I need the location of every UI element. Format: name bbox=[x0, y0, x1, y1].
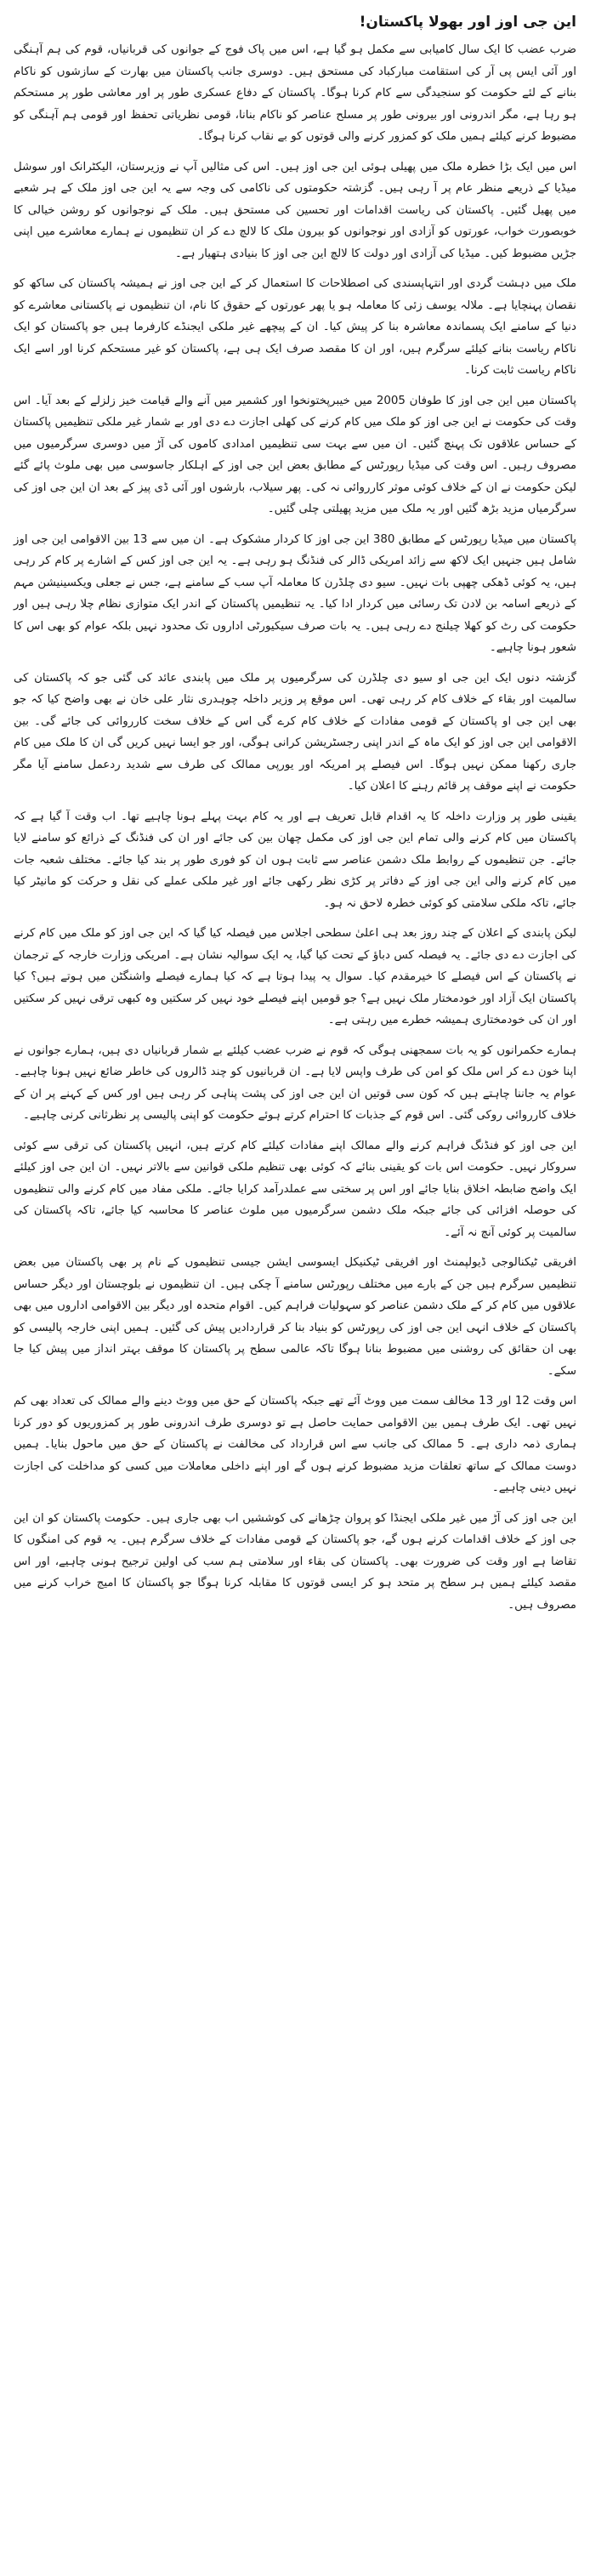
paragraph: ضرب عضب کا ایک سال کامیابی سے مکمل ہو گیا ہے، اس میں پاک فوج کے جوانوں کی قربانیاں، قوم کی ہم آہنگی اور آئی ایس پی آر کی استقامت مبارکباد کی مستحق ہیں۔ دوسری جانب پاکستان میں بھارت کے سازشوں کو ناکام بنانے کے لئے حکومت کو سنجیدگی سے کام کرنا ہوگا۔ پاکستان کے دفاع عسکری طور پر اور معاشی طور پر مستحکم ہو رہا ہے، مگر اندرونی اور بیرونی طور پر مسلح عناصر کو ناکام بنانا، قومی نظریاتی تحفظ اور قومی ہم آہنگی کو مضبوط کرنے کیلئے ہمیں ملک کو کمزور کرنے والی قوتوں کو بے نقاب کرنا ہوگا۔ bbox=[14, 43, 576, 143]
paragraph: اس میں ایک بڑا خطرہ ملک میں پھیلی ہوئی این جی اوز ہیں۔ اس کی مثالیں آپ نے وزیرستان، الیکٹرانک اور سوشل میڈیا کے ذریعے منظر عام پر آ رہی ہیں۔ گزشتہ حکومتوں کی ناکامی کی وجہ سے یہ این جی اوز ملک کے ہر شعبے میں پھیل گئیں۔ پاکستان کی ریاست اقدامات اور تحسین کی مستحق ہیں۔ ملک کے نوجوانوں کو روشن خیالی کا خوبصورت خواب، عورتوں کو آزادی اور نوجوانوں کو بیرون ملک کا لالچ دے کر ان تنظیموں نے ہمارے معاشرے میں اپنی جڑیں مضبوط کیں۔ میڈیا کی آزادی اور دولت کا لالچ این جی اوز کا بنیادی ہتھیار ہے۔ bbox=[14, 160, 576, 260]
paragraph: اس وقت 12 اور 13 مخالف سمت میں ووٹ آئے تھے جبکہ پاکستان کے حق میں ووٹ دینے والے ممالک کی تعداد بھی کم نہیں تھی۔ ایک طرف ہمیں بین الاقوامی حمایت حاصل ہے تو دوسری طرف اندرونی طور پر کمزوریوں کو دور کرنا ہماری ذمہ داری ہے۔ 5 ممالک کی جانب سے اس قرارداد کی مخالفت نے پاکستان کے حق میں ماحول بنایا۔ ہمیں دوست ممالک کے ساتھ تعلقات مزید مضبوط کرنے ہوں گے اور اپنے داخلی معاملات میں کسی کو مداخلت کی اجازت نہیں دینی چاہیے۔ bbox=[14, 1395, 576, 1494]
paragraph: پاکستان میں این جی اوز کا طوفان 2005 میں خیبرپختونخوا اور کشمیر میں آنے والے قیامت خیز زلزلے کے بعد آیا۔ اس وقت کی حکومت نے این جی اوز کو ملک میں کام کرنے کی کھلی اجازت دے دی اور بے شمار غیر ملکی تنظیمیں پاکستان کے حساس علاقوں تک پہنچ گئیں۔ ان میں سے بہت سی تنظیمیں امدادی کاموں کی آڑ میں دوسری سرگرمیوں میں مصروف رہیں۔ اس وقت کی میڈیا رپورٹس کے مطابق بعض این جی اوز کے اہلکار جاسوسی میں بھی ملوث پائے گئے لیکن حکومت نے ان کے خلاف کوئی موثر کارروائی نہ کی۔ پھر سیلاب، بارشوں اور آئی ڈی پیز کے بعد ان این جی اوز کی سرگرمیاں مزید بڑھ گئیں اور یہ ملک میں مزید پھیلتی چلی گئیں۔ bbox=[14, 394, 576, 515]
paragraph: این جی اوز کی آڑ میں غیر ملکی ایجنڈا کو پروان چڑھانے کی کوششیں اب بھی جاری ہیں۔ حکومت پاکستان کو ان این جی اوز کے خلاف اقدامات کرنے ہوں گے، جو پاکستان کے قومی مفادات کے خلاف سرگرم ہیں۔ یہ قوم کی امنگوں کا تقاضا ہے اور وقت کی ضرورت بھی۔ پاکستان کی بقاء اور سلامتی ہم سب کی اولین ترجیح ہونی چاہیے، اور اس مقصد کیلئے ہمیں ہر سطح پر متحد ہو کر ایسی قوتوں کا مقابلہ کرنا ہوگا جو پاکستان کا امیج خراب کرنے میں مصروف ہیں۔ bbox=[14, 1511, 576, 1612]
article-body bbox=[14, 39, 576, 1616]
paragraph: یقینی طور پر وزارت داخلہ کا یہ اقدام قابل تعریف ہے اور یہ کام بہت پہلے ہونا چاہیے تھا۔ اب وقت آ گیا ہے کہ پاکستان میں کام کرنے والی تمام این جی اوز کی مکمل چھان بین کی جائے اور ان کی فنڈنگ کے ذرائع کو سامنے لایا جائے۔ جن تنظیموں کے روابط ملک دشمن عناصر سے ثابت ہوں ان کو فوری طور پر بند کیا جائے۔ مختلف شعبہ جات میں کام کرنے والی این جی اوز کے دفاتر پر کڑی نظر رکھی جائے اور غیر ملکی عملے کی نقل و حرکت کو مانیٹر کیا جائے، تاکہ ملکی سلامتی کو کوئی خطرہ لاحق نہ ہو۔ bbox=[14, 810, 576, 910]
paragraph: لیکن پابندی کے اعلان کے چند روز بعد ہی اعلیٰ سطحی اجلاس میں فیصلہ کیا گیا کہ این جی اوز کو ملک میں کام کرنے کی اجازت دے دی جائے۔ یہ فیصلہ کس دباؤ کے تحت کیا گیا، یہ ایک سوالیہ نشان ہے۔ امریکی وزارت خارجہ کے ترجمان نے پاکستان کے اس فیصلے کا خیرمقدم کیا۔ سوال یہ پیدا ہوتا ہے کہ کیا ہمارے فیصلے واشنگٹن میں ہوتے ہیں؟ کیا پاکستان ایک آزاد اور خودمختار ملک نہیں ہے؟ جو قومیں اپنے فیصلے خود نہیں کر سکتیں وہ کبھی ترقی نہیں کر سکتیں اور ان کی خودمختاری ہمیشہ خطرے میں رہتی ہے۔ bbox=[14, 927, 576, 1026]
paragraph: افریقی ٹیکنالوجی ڈیولپمنٹ اور افریقی ٹیکنیکل ایسوسی ایشن جیسی تنظیموں کے نام پر بھی پاکستان میں بعض تنظیمیں سرگرم ہیں جن کے بارے میں مختلف رپورٹس سامنے آ چکی ہیں۔ ان تنظیموں نے بلوچستان اور دیگر حساس علاقوں میں کام کر کے ملک دشمن عناصر کو سہولیات فراہم کیں۔ اقوام متحدہ اور دیگر بین الاقوامی اداروں میں بھی پاکستان کے خلاف انہی این جی اوز کی رپورٹس کو بنیاد بنا کر قراردادیں پیش کی گئیں۔ ہمیں اپنی خارجہ پالیسی کو بھی ان حقائق کی روشنی میں مضبوط بنانا ہوگا تاکہ عالمی سطح پر پاکستان کا موقف بہتر انداز میں پیش کیا جا سکے۔ bbox=[14, 1256, 576, 1378]
paragraph: گزشتہ دنوں ایک این جی او سیو دی چلڈرن کی سرگرمیوں پر ملک میں پابندی عائد کی گئی جو کہ پاکستان کی سالمیت اور بقاء کے خلاف کام کر رہی تھی۔ اس موقع پر وزیر داخلہ چوہدری نثار علی خان نے بھی واضح کیا کہ جو بھی این جی او پاکستان کے قومی مفادات کے خلاف کام کرے گی اس کے خلاف سخت کارروائی کی جائے گی۔ بین الاقوامی این جی اوز کو ایک ماہ کے اندر اپنی رجسٹریشن کرانی ہوگی، اور جو ایسا نہیں کریں گی ان کا ملک میں کام جاری رکھنا ممکن نہیں ہوگا۔ اس فیصلے پر امریکہ اور یورپی ممالک کی طرف سے شدید ردعمل سامنے آیا مگر حکومت نے اپنے موقف پر قائم رہنے کا اعلان کیا۔ bbox=[14, 671, 576, 793]
paragraph: ملک میں دہشت گردی اور انتہاپسندی کی اصطلاحات کا استعمال کر کے این جی اوز نے ہمیشہ پاکستان کی ساکھ کو نقصان پہنچایا ہے۔ ملالہ یوسف زئی کا معاملہ ہو یا پھر عورتوں کے حقوق کا نام، ان تنظیموں نے پاکستانی معاشرے کو دنیا کے سامنے ایک پسماندہ معاشرہ بنا کر پیش کیا۔ ان کے پیچھے غیر ملکی ایجنڈے کارفرما ہیں جو پاکستان کو ایک ناکام ریاست بنانے کیلئے سرگرم ہیں، اور ان کا مقصد صرف ایک ہی ہے، پاکستان کو غیر مستحکم کرنا اور اسے ایک ناکام ریاست ثابت کرنا۔ bbox=[14, 277, 576, 377]
paragraph: ہمارے حکمرانوں کو یہ بات سمجھنی ہوگی کہ قوم نے ضرب عضب کیلئے بے شمار قربانیاں دی ہیں، ہمارے جوانوں نے اپنا خون دے کر اس ملک کو امن کی طرف واپس لایا ہے۔ ان قربانیوں کو چند ڈالروں کی خاطر ضائع نہیں ہونا چاہیے۔ عوام یہ جاننا چاہتے ہیں کہ کون سی قوتیں ان این جی اوز کی پشت پناہی کر رہی ہیں اور کس کے کہنے پر ان کے خلاف کارروائی روکی گئی۔ اس قوم کے جذبات کا احترام کرتے ہوئے حکومت کو اپنی پالیسی پر نظرثانی کرنی چاہیے۔ bbox=[14, 1043, 576, 1122]
paragraph: این جی اوز کو فنڈنگ فراہم کرنے والے ممالک اپنے مفادات کیلئے کام کرتے ہیں، انہیں پاکستان کی ترقی سے کوئی سروکار نہیں۔ حکومت اس بات کو یقینی بنائے کہ کوئی بھی تنظیم ملکی قوانین سے بالاتر نہیں۔ ان این جی اوز کیلئے ایک واضح ضابطہ اخلاق بنایا جائے اور اس پر سختی سے عملدرآمد کرایا جائے۔ ملکی مفاد میں کام کرنے والی تنظیموں کی حوصلہ افزائی کی جائے جبکہ ملک دشمن سرگرمیوں میں ملوث عناصر کا محاسبہ کیا جائے، تاکہ پاکستان کی سالمیت پر کوئی آنچ نہ آئے۔ bbox=[14, 1139, 576, 1239]
paragraph: پاکستان میں میڈیا رپورٹس کے مطابق 380 این جی اوز کا کردار مشکوک ہے۔ ان میں سے 13 بین الاقوامی این جی اوز شامل ہیں جنہیں ایک لاکھ سے زائد امریکی ڈالر کی فنڈنگ ہو رہی ہے۔ یہ این جی اوز کس کے اشارے پر کام کر رہی ہیں، یہ کوئی ڈھکی چھپی بات نہیں۔ سیو دی چلڈرن کا معاملہ آپ سب کے سامنے ہے، جس نے جعلی ویکسینیشن مہم کے ذریعے اسامہ بن لادن تک رسائی میں کردار ادا کیا۔ یہ تنظیمیں پاکستان کے اندر ایک متوازی نظام چلا رہی ہیں اور حکومت کی رٹ کو کھلا چیلنج دے رہی ہیں۔ یہ بات صرف سیکیورٹی اداروں تک محدود نہیں بلکہ عوام کو بھی اس کا شعور ہونا چاہیے۔ bbox=[14, 532, 577, 654]
article-title: این جی اوز اور بھولا پاکستان! bbox=[359, 14, 576, 31]
